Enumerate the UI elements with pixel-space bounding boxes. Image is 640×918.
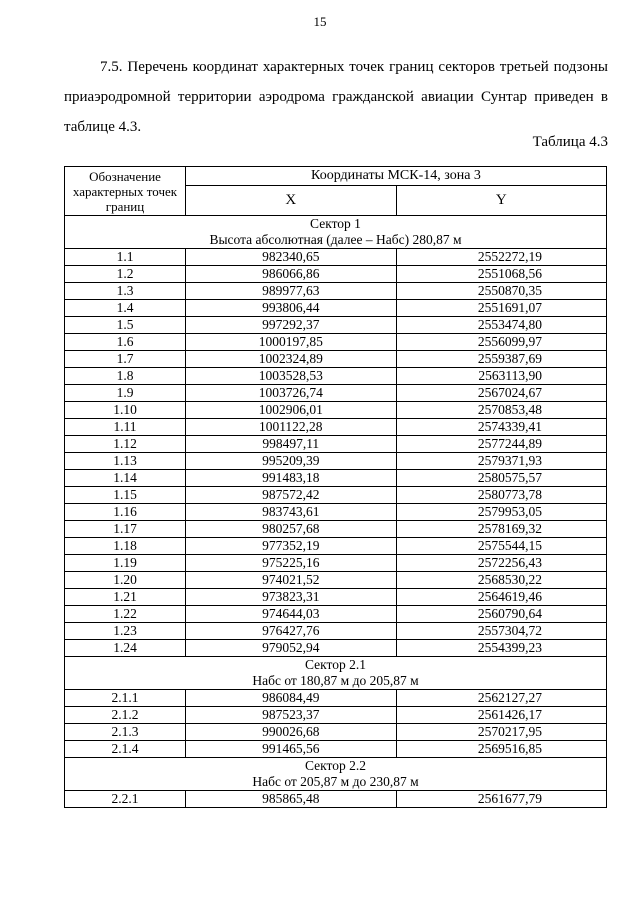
table-row — [65, 521, 607, 538]
point-id: 1.12 — [65, 436, 186, 453]
x-value: 983743,61 — [186, 504, 397, 521]
y-value: 2556099,97 — [396, 334, 607, 351]
y-value: 2574339,41 — [396, 419, 607, 436]
table-row — [65, 623, 607, 640]
intro-line: таблице 4.3. — [64, 119, 142, 135]
header-coord-system: Координаты МСК-14, зона 3 — [186, 167, 607, 186]
intro-line: 7.5. Перечень координат характерных точек границ секторов третьей подзоны — [100, 59, 608, 75]
sector-height: Высота абсолютная (далее – Набс) 280,87 м — [209, 232, 462, 247]
y-value: 2578169,32 — [396, 521, 607, 538]
x-value: 1001122,28 — [186, 419, 397, 436]
point-id: 1.20 — [65, 572, 186, 589]
table-row — [65, 606, 607, 623]
point-id: 1.23 — [65, 623, 186, 640]
sector-height: Набс от 180,87 м до 205,87 м — [252, 673, 419, 688]
y-value: 2579371,93 — [396, 453, 607, 470]
point-id: 1.18 — [65, 538, 186, 555]
table-row — [65, 249, 607, 266]
y-value: 2580773,78 — [396, 487, 607, 504]
x-value: 974644,03 — [186, 606, 397, 623]
y-value: 2568530,22 — [396, 572, 607, 589]
y-value: 2572256,43 — [396, 555, 607, 572]
y-value: 2564619,46 — [396, 589, 607, 606]
point-id: 1.10 — [65, 402, 186, 419]
table-row — [65, 334, 607, 351]
sector-header — [65, 758, 607, 791]
table-row — [65, 741, 607, 758]
sector-title: Сектор 1 — [310, 216, 361, 231]
point-id: 2.1.1 — [65, 690, 186, 707]
table-row — [65, 453, 607, 470]
x-value: 1003528,53 — [186, 368, 397, 385]
y-value: 2580575,57 — [396, 470, 607, 487]
x-value: 1002324,89 — [186, 351, 397, 368]
y-value: 2561677,79 — [396, 791, 607, 808]
point-id: 1.19 — [65, 555, 186, 572]
y-value: 2554399,23 — [396, 640, 607, 657]
coordinates-table — [64, 166, 607, 808]
header-y: Y — [396, 186, 607, 216]
page-number: 15 — [313, 14, 327, 29]
point-id: 1.3 — [65, 283, 186, 300]
x-value: 979052,94 — [186, 640, 397, 657]
table-row — [65, 555, 607, 572]
x-value: 980257,68 — [186, 521, 397, 538]
sector-header-row — [65, 216, 607, 249]
point-id: 1.16 — [65, 504, 186, 521]
x-value: 974021,52 — [186, 572, 397, 589]
table-row — [65, 640, 607, 657]
point-id: 1.17 — [65, 521, 186, 538]
sector-header-row — [65, 758, 607, 791]
table-row — [65, 487, 607, 504]
intro-paragraph — [64, 52, 608, 142]
y-value: 2577244,89 — [396, 436, 607, 453]
y-value: 2553474,80 — [396, 317, 607, 334]
sector-title: Сектор 2.2 — [304, 758, 366, 773]
table-row — [65, 351, 607, 368]
y-value: 2550870,35 — [396, 283, 607, 300]
table-row — [65, 266, 607, 283]
sector-header — [65, 657, 607, 690]
point-id: 1.5 — [65, 317, 186, 334]
x-value: 1000197,85 — [186, 334, 397, 351]
point-id: 1.15 — [65, 487, 186, 504]
y-value: 2575544,15 — [396, 538, 607, 555]
point-id: 1.2 — [65, 266, 186, 283]
header-x: X — [186, 186, 397, 216]
table-row — [65, 419, 607, 436]
y-value: 2561426,17 — [396, 707, 607, 724]
table-row — [65, 283, 607, 300]
table-row — [65, 470, 607, 487]
x-value: 986084,49 — [186, 690, 397, 707]
sector-header — [65, 216, 607, 249]
x-value: 1003726,74 — [186, 385, 397, 402]
x-value: 986066,86 — [186, 266, 397, 283]
table-row — [65, 707, 607, 724]
table-row — [65, 504, 607, 521]
point-id: 1.13 — [65, 453, 186, 470]
y-value: 2551691,07 — [396, 300, 607, 317]
x-value: 989977,63 — [186, 283, 397, 300]
x-value: 990026,68 — [186, 724, 397, 741]
point-id: 2.1.4 — [65, 741, 186, 758]
x-value: 997292,37 — [186, 317, 397, 334]
table-row — [65, 589, 607, 606]
y-value: 2569516,85 — [396, 741, 607, 758]
table-row — [65, 690, 607, 707]
table-row — [65, 436, 607, 453]
y-value: 2560790,64 — [396, 606, 607, 623]
x-value: 998497,11 — [186, 436, 397, 453]
point-id: 2.2.1 — [65, 791, 186, 808]
point-id: 1.1 — [65, 249, 186, 266]
y-value: 2579953,05 — [396, 504, 607, 521]
header-point-name: Обозначение характерных точек границ — [65, 167, 186, 216]
table-row — [65, 791, 607, 808]
x-value: 977352,19 — [186, 538, 397, 555]
table-row — [65, 317, 607, 334]
x-value: 975225,16 — [186, 555, 397, 572]
point-id: 1.21 — [65, 589, 186, 606]
y-value: 2570217,95 — [396, 724, 607, 741]
x-value: 987523,37 — [186, 707, 397, 724]
table-row — [65, 300, 607, 317]
x-value: 982340,65 — [186, 249, 397, 266]
point-id: 1.14 — [65, 470, 186, 487]
point-id: 2.1.2 — [65, 707, 186, 724]
y-value: 2562127,27 — [396, 690, 607, 707]
y-value: 2567024,67 — [396, 385, 607, 402]
x-value: 991465,56 — [186, 741, 397, 758]
point-id: 1.11 — [65, 419, 186, 436]
table-row — [65, 385, 607, 402]
point-id: 1.24 — [65, 640, 186, 657]
y-value: 2563113,90 — [396, 368, 607, 385]
point-id: 1.7 — [65, 351, 186, 368]
point-id: 1.6 — [65, 334, 186, 351]
x-value: 987572,42 — [186, 487, 397, 504]
x-value: 993806,44 — [186, 300, 397, 317]
y-value: 2559387,69 — [396, 351, 607, 368]
sector-title: Сектор 2.1 — [304, 657, 366, 672]
table-row — [65, 368, 607, 385]
x-value: 991483,18 — [186, 470, 397, 487]
table-row — [65, 572, 607, 589]
table-row — [65, 724, 607, 741]
point-id: 1.9 — [65, 385, 186, 402]
intro-line: приаэродромной территории аэродрома гражданской авиации Сунтар приведен в — [64, 89, 608, 105]
x-value: 976427,76 — [186, 623, 397, 640]
sector-header-row — [65, 657, 607, 690]
y-value: 2552272,19 — [396, 249, 607, 266]
point-id: 1.22 — [65, 606, 186, 623]
sector-height: Набс от 205,87 м до 230,87 м — [252, 774, 419, 789]
y-value: 2570853,48 — [396, 402, 607, 419]
y-value: 2551068,56 — [396, 266, 607, 283]
table-row — [65, 402, 607, 419]
table-row — [65, 538, 607, 555]
y-value: 2557304,72 — [396, 623, 607, 640]
point-id: 1.8 — [65, 368, 186, 385]
table-body — [65, 216, 607, 808]
x-value: 1002906,01 — [186, 402, 397, 419]
x-value: 985865,48 — [186, 791, 397, 808]
point-id: 1.4 — [65, 300, 186, 317]
x-value: 973823,31 — [186, 589, 397, 606]
table-caption: Таблица 4.3 — [532, 134, 608, 150]
x-value: 995209,39 — [186, 453, 397, 470]
point-id: 2.1.3 — [65, 724, 186, 741]
